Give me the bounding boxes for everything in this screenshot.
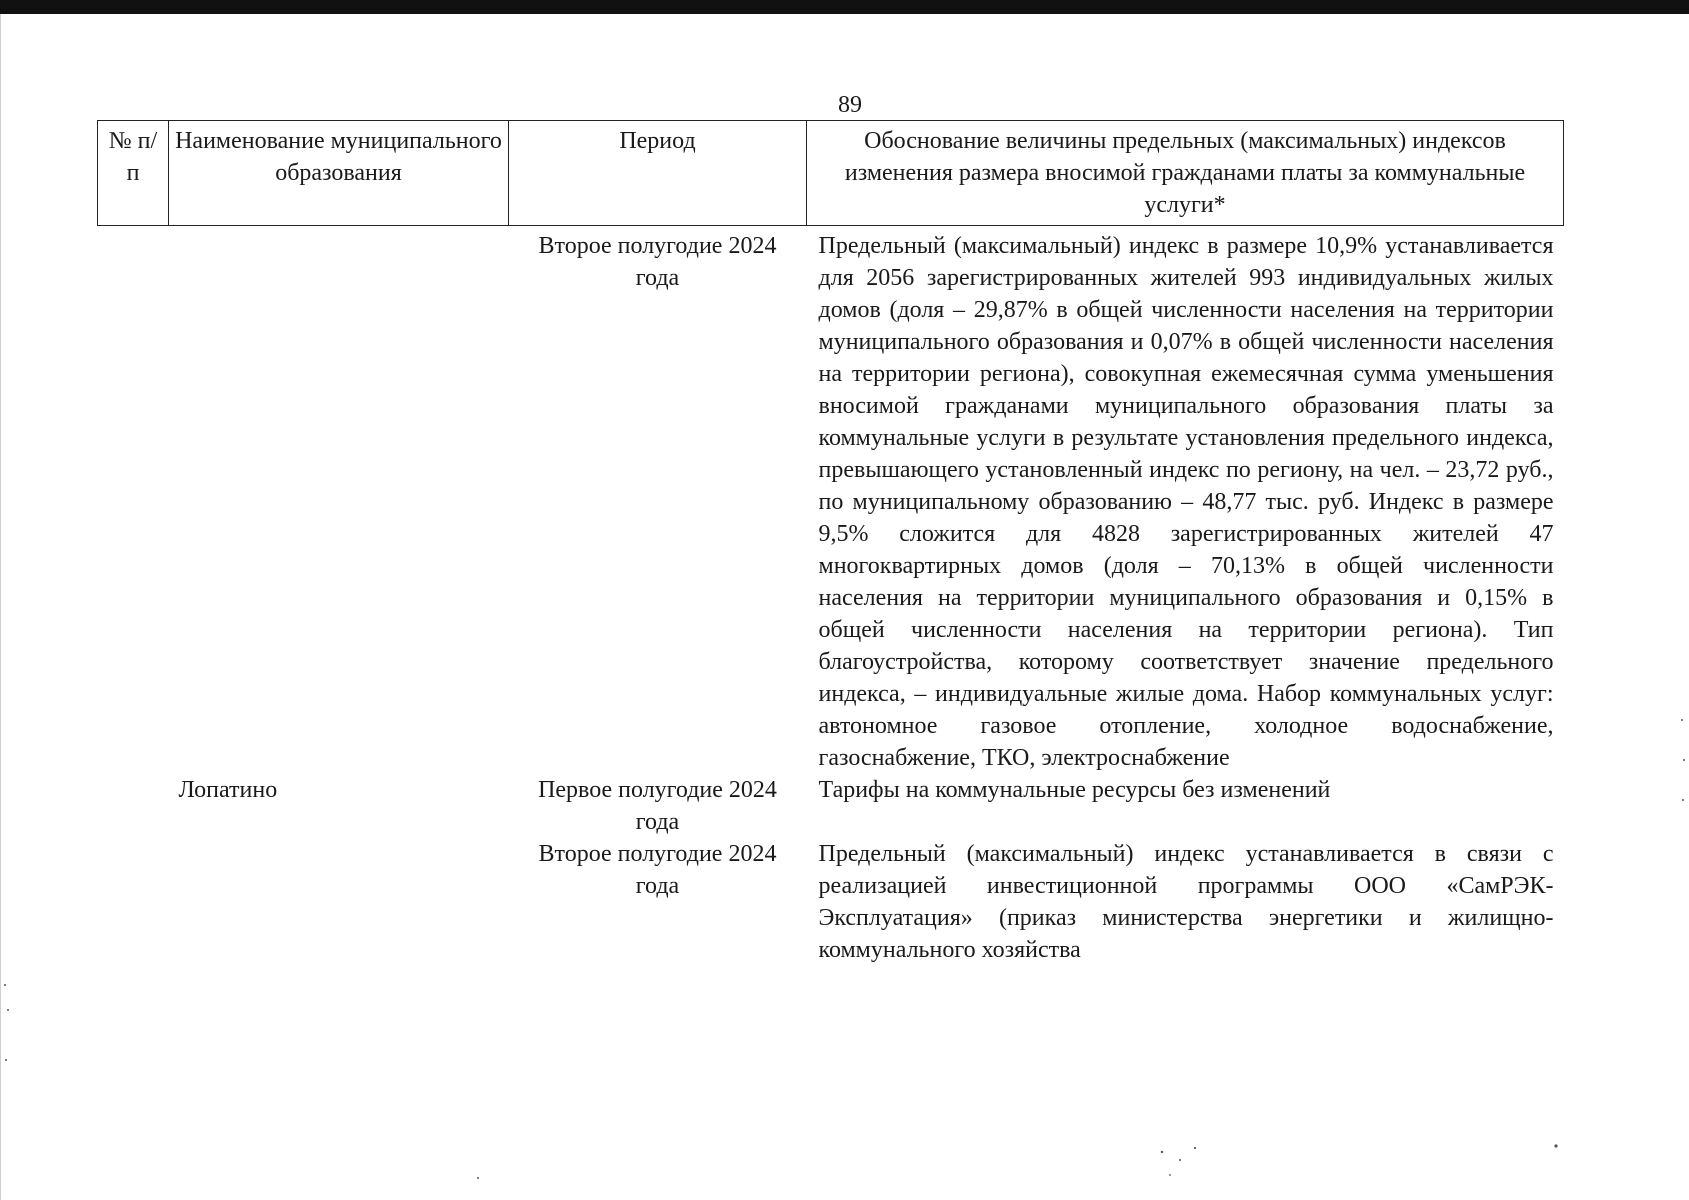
page-number: 89 (838, 92, 862, 118)
row-num (98, 838, 169, 966)
row-municipality (169, 838, 509, 966)
header-num: № п/п (98, 121, 169, 226)
table-row (98, 774, 1564, 838)
scan-left-edge (0, 14, 1, 1200)
row-municipality (169, 226, 509, 775)
row-justification: Предельный (максимальный) индекс устанавливается в связи с реализацией инвестиционной программы ООО «СамРЭК-Эксплуатация» (приказ министерства энергетики и жилищно-коммунального хозяйства (818, 841, 1554, 963)
row-justification: Тарифы на коммунальные ресурсы без изменений (818, 777, 1331, 803)
row-period: Второе полугодие 2024 года (538, 841, 777, 899)
row-num (98, 774, 169, 838)
row-num (98, 226, 169, 775)
row-justification: Предельный (максимальный) индекс в размере 10,9% устанавливается для 2056 зарегистрированных жителей 993 индивидуальных жилых домов (доля – 29,87% в общей численности населения на территории муниципального образования и 0,07% в общей численности населения на территории региона), совокупная ежемесячная сумма уменьшения вносимой гражданами муниципального образования платы за коммунальные услуги в результате установления предельного индекса, превышающего установленный индекс по региону, на чел. – 23,72 руб., по муниципальному образованию – 48,77 тыс. руб. Индекс в размере 9,5% сложится для 4828 зарегистрированных жителей 47 многоквартирных домов (доля – 70,13% в общей численности населения на территории муниципального образования и 0,15% в общей численности населения на территории региона). Тип благоустройства, которому соответствует значение предельного индекса, – индивидуальные жилые дома. Набор коммунальных услуг: автономное газовое отопление, холодное водоснабжение, газоснабжение, ТКО, электроснабжение (818, 233, 1554, 771)
header-municipality: Наименование муниципального образования (169, 121, 509, 226)
row-period: Первое полугодие 2024 года (538, 777, 777, 835)
scan-top-border (0, 0, 1689, 14)
header-justification: Обоснование величины предельных (максимальных) индексов изменения размера вносимой гражданами платы за коммунальные услуги* (807, 121, 1564, 226)
table-row (98, 838, 1564, 966)
row-municipality: Лопатино (178, 777, 278, 803)
table-header-row (98, 121, 1564, 226)
header-period: Период (509, 121, 807, 226)
row-period: Второе полугодие 2024 года (538, 233, 777, 291)
table-row (98, 226, 1564, 775)
tariff-index-table (97, 120, 1564, 966)
